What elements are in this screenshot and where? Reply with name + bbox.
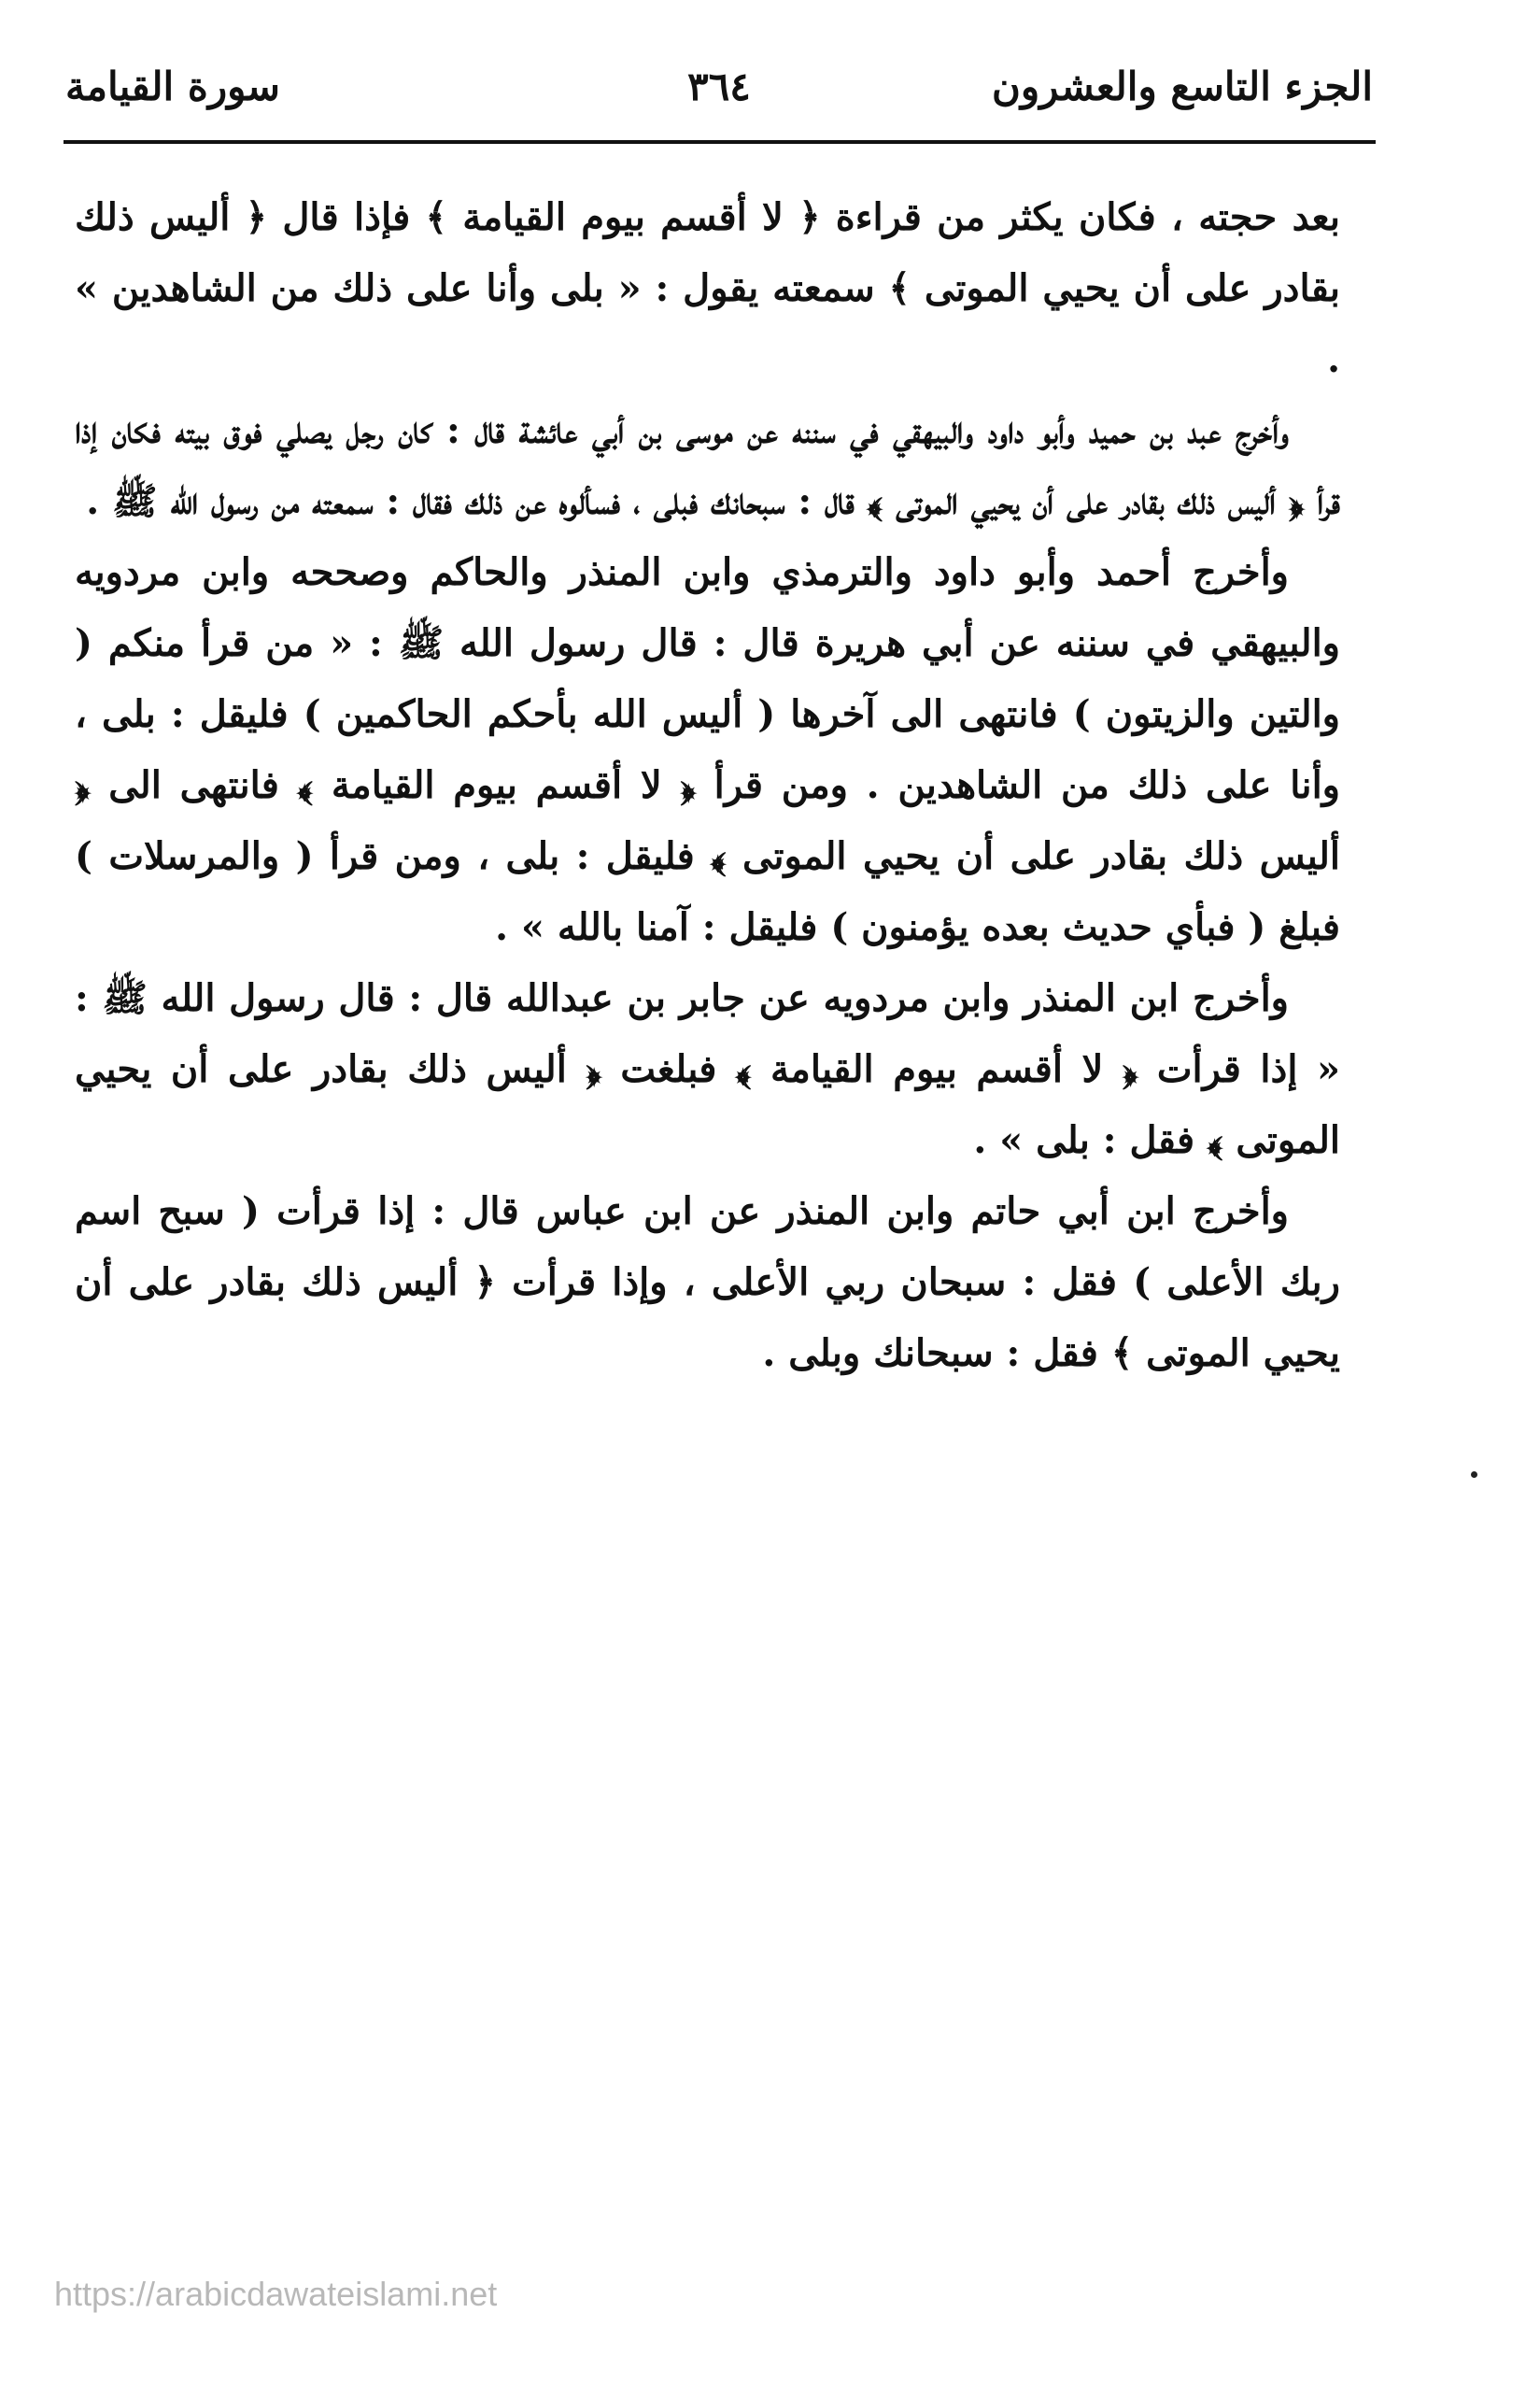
paragraph-5: وأخرج ابن أبي حاتم وابن المنذر عن ابن عباس قال : إذا قرأت ( سبح اسم ربك الأعلى ) فقل : سبحان ربي الأعلى ، وإذا قرأت ﴿ أليس ذلك بقادر على أن يحيي الموتى ﴾ فقل : سبحانك وبلى .	[75, 1189, 1340, 1375]
paragraph-4: وأخرج ابن المنذر وابن مردويه عن جابر بن عبدالله قال : قال رسول الله ﷺ : « إذا قرأت ﴿ لا أقسم بيوم القيامة ﴾ فبلغت ﴿ أليس ذلك بقادر على أن يحيي الموتى ﴾ فقل : بلى » .	[75, 976, 1340, 1162]
page-number: ٣٦٤	[687, 64, 751, 109]
surah-title: سورة القيامة	[65, 64, 280, 109]
margin-mark	[1471, 1471, 1477, 1478]
site-watermark: https://arabicdawateislami.net	[54, 2275, 498, 2313]
header-rule	[64, 140, 1376, 144]
paragraph-2: وأخرج عبد بن حميد وأبو داود والبيهقي في سننه عن موسى بن أبي عائشة قال : كان رجل يصلي فوق بيته فكان إذا قرأ ﴿ أليس ذلك بقادر على أن يحيي الموتى ﴾ قال : سبحانك فبلى ، فسألوه عن ذلك فقال : سمعته من رسول الله ﷺ .	[75, 408, 1340, 523]
paragraph-1: بعد حجته ، فكان يكثر من قراءة ﴿ لا أقسم بيوم القيامة ﴾ فإذا قال ﴿ أليس ذلك بقادر على أن يحيي الموتى ﴾ سمعته يقول : « بلى وأنا على ذلك من الشاهدين » .	[75, 195, 1340, 381]
paragraph-3: وأخرج أحمد وأبو داود والترمذي وابن المنذر والحاكم وصححه وابن مردويه والبيهقي في سننه عن أبي هريرة قال : قال رسول الله ﷺ : « من قرأ منكم ( والتين والزيتون ) فانتهى الى آخرها ( أليس الله بأحكم الحاكمين ) فليقل : بلى ، وأنا على ذلك من الشاهدين . ومن قرأ ﴿ لا أقسم بيوم القيامة ﴾ فانتهى الى ﴿ أليس ذلك بقادر على أن يحيي الموتى ﴾ فليقل : بلى ، ومن قرأ ( والمرسلات ) فبلغ ( فبأي حديث بعده يؤمنون ) فليقل : آمنا بالله » .	[75, 550, 1340, 949]
juz-title: الجزء التاسع والعشرون	[991, 64, 1373, 109]
page-header	[65, 54, 1373, 120]
page-body	[75, 182, 1340, 1389]
